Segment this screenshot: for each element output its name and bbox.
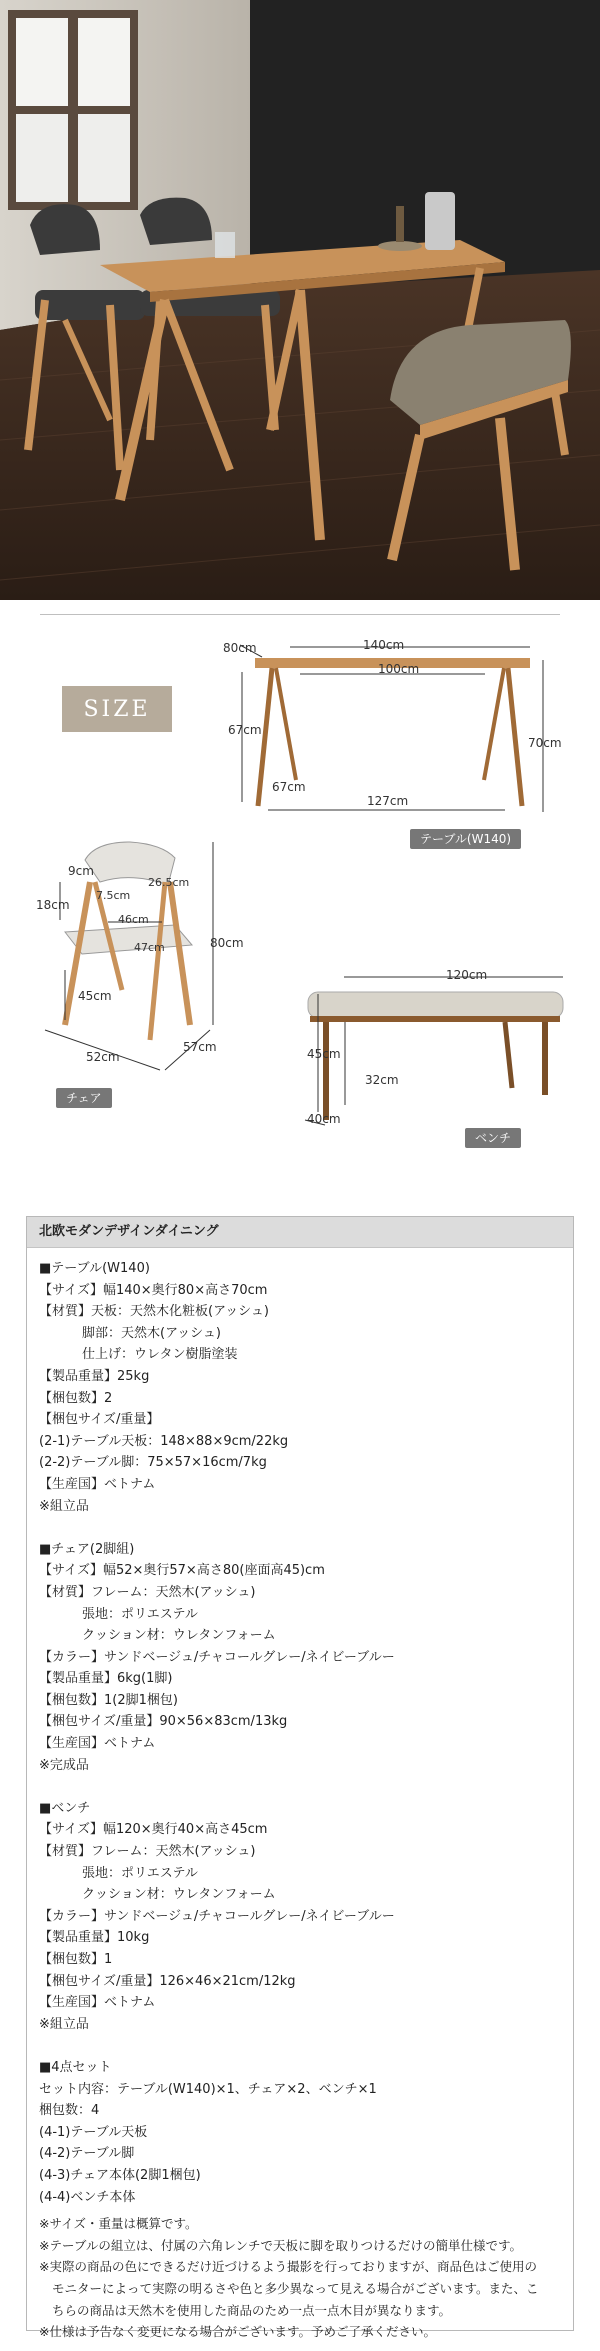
spec-line: 【製品重量】6kg(1脚)	[39, 1671, 173, 1687]
chair-caption: チェア	[56, 1088, 112, 1108]
chair-depth: 57cm	[183, 1040, 217, 1054]
chair-width: 52cm	[86, 1050, 120, 1064]
spec-line: (2-1)テーブル天板：148×88×9cm/22kg	[39, 1433, 289, 1449]
spec-line: 脚部：天然木(アッシュ)	[82, 1325, 221, 1341]
spec-line: 【製品重量】25kg	[39, 1368, 150, 1384]
spec-line: ■ベンチ	[39, 1800, 91, 1816]
spec-line: セット内容：テーブル(W140)×1、チェア×2、ベンチ×1	[39, 2081, 377, 2097]
table-leg-inner: 67cm	[272, 780, 306, 794]
table-depth: 80cm	[223, 641, 257, 655]
spec-body	[27, 1248, 573, 2344]
spec-line: 【梱包サイズ/重量】90×56×83cm/13kg	[39, 1714, 288, 1730]
table-width-bottom: 127cm	[367, 794, 409, 808]
spec-line: ※完成品	[39, 1757, 89, 1773]
spec-line: 【生産国】ベトナム	[39, 1995, 156, 2011]
table-leg-height: 67cm	[228, 723, 262, 737]
spec-line: 【材質】天板：天然木化粧板(アッシュ)	[39, 1304, 269, 1320]
chair-total-height: 80cm	[210, 936, 244, 950]
chair-seat-width: 46cm	[118, 913, 149, 926]
note-line: ※サイズ・重量は概算です。	[39, 2216, 198, 2232]
bench-diagram	[308, 992, 563, 1120]
spec-line: 【サイズ】幅140×奥行80×高さ70cm	[39, 1282, 268, 1298]
spec-line: ※組立品	[39, 1498, 89, 1514]
spec-line: ■チェア(2脚組)	[39, 1541, 135, 1557]
window	[8, 10, 138, 210]
dining-set-illustration	[0, 0, 600, 600]
chair-back-height: 18cm	[36, 898, 70, 912]
chair-seat-height: 45cm	[78, 989, 112, 1003]
bench-caption: ベンチ	[465, 1128, 521, 1148]
chair-seat-depth: 47cm	[134, 941, 165, 954]
spec-line: (4-2)テーブル脚	[39, 2146, 135, 2162]
spec-line: (4-4)ベンチ本体	[39, 2189, 136, 2205]
table-caption: テーブル(W140)	[410, 829, 521, 849]
spec-table	[26, 1216, 574, 2340]
spec-line: 【生産国】ベトナム	[39, 1736, 156, 1752]
spec-line: ※組立品	[39, 2016, 89, 2032]
spec-line: ■テーブル(W140)	[39, 1261, 150, 1276]
spec-line: 【材質】フレーム：天然木(アッシュ)	[39, 1584, 256, 1600]
chair-back-offset: 7.5cm	[96, 889, 131, 902]
spec-line: 【梱包数】1(2脚1梱包)	[39, 1692, 178, 1708]
spec-line: (4-1)テーブル天板	[39, 2124, 148, 2140]
chair-back-depth: 26.5cm	[148, 876, 190, 889]
table-width-top: 140cm	[363, 638, 405, 652]
spec-line: 【サイズ】幅120×奥行40×高さ45cm	[39, 1822, 268, 1838]
spec-line: 【製品重量】10kg	[39, 1930, 150, 1946]
bench-height: 45cm	[307, 1047, 341, 1061]
spec-line: 【梱包数】2	[39, 1390, 113, 1406]
spec-line: 【梱包数】1	[39, 1952, 113, 1967]
note-line: ※仕様は予告なく変更になる場合がございます。予めご了承ください。	[39, 2324, 436, 2340]
note-line: モニターによって実際の明るさや色と多少異なって見える場合がございます。また、こ	[52, 2280, 539, 2296]
spec-line: 【梱包サイズ/重量】126×46×21cm/12kg	[39, 1973, 296, 1989]
spec-line: 【カラー】サンドベージュ/チャコールグレー/ネイビーブルー	[39, 1908, 395, 1924]
bench-leg-height: 32cm	[365, 1073, 399, 1087]
spec-line: 【梱包サイズ/重量】	[39, 1412, 160, 1428]
spec-line: 【生産国】ベトナム	[39, 1476, 156, 1492]
bench-width: 120cm	[446, 968, 488, 982]
spec-title: 北欧モダンデザインダイニング	[27, 1217, 573, 1248]
note-line: ちらの商品は天然木を使用した商品のため一点一点木目が異なります。	[52, 2302, 452, 2318]
size-badge: SIZE	[62, 686, 172, 732]
spec-line: 張地：ポリエステル	[82, 1606, 198, 1622]
note-line: ※テーブルの組立は、付属の六角レンチで天板に脚を取りつけるだけの簡単仕様です。	[39, 2237, 523, 2253]
spec-line: (4-3)チェア本体(2脚1梱包)	[39, 2167, 201, 2183]
spec-line: 張地：ポリエステル	[82, 1865, 198, 1881]
spec-line: 仕上げ：ウレタン樹脂塗装	[82, 1347, 238, 1363]
hero-photo	[0, 0, 600, 600]
spec-line: 【材質】フレーム：天然木(アッシュ)	[39, 1844, 256, 1860]
chair-back-width: 9cm	[68, 864, 94, 878]
section-divider	[40, 614, 560, 615]
spec-line: クッション材：ウレタンフォーム	[82, 1887, 276, 1903]
spec-line: 【サイズ】幅52×奥行57×高さ80(座面高45)cm	[39, 1563, 325, 1579]
table-width-inner: 100cm	[378, 662, 420, 676]
table-height: 70cm	[528, 736, 562, 750]
note-line: ※実際の商品の色にできるだけ近づけるよう撮影を行っておりますが、商品色はご使用の	[39, 2259, 537, 2275]
spec-line: ■4点セット	[39, 2059, 112, 2075]
spec-line: (2-2)テーブル脚：75×57×16cm/7kg	[39, 1455, 267, 1471]
spec-line: クッション材：ウレタンフォーム	[82, 1628, 276, 1644]
spec-line: 梱包数：4	[39, 2103, 100, 2119]
spec-line: 【カラー】サンドベージュ/チャコールグレー/ネイビーブルー	[39, 1649, 395, 1665]
spec-notes	[39, 2214, 573, 2344]
bench-depth: 40cm	[307, 1112, 341, 1126]
